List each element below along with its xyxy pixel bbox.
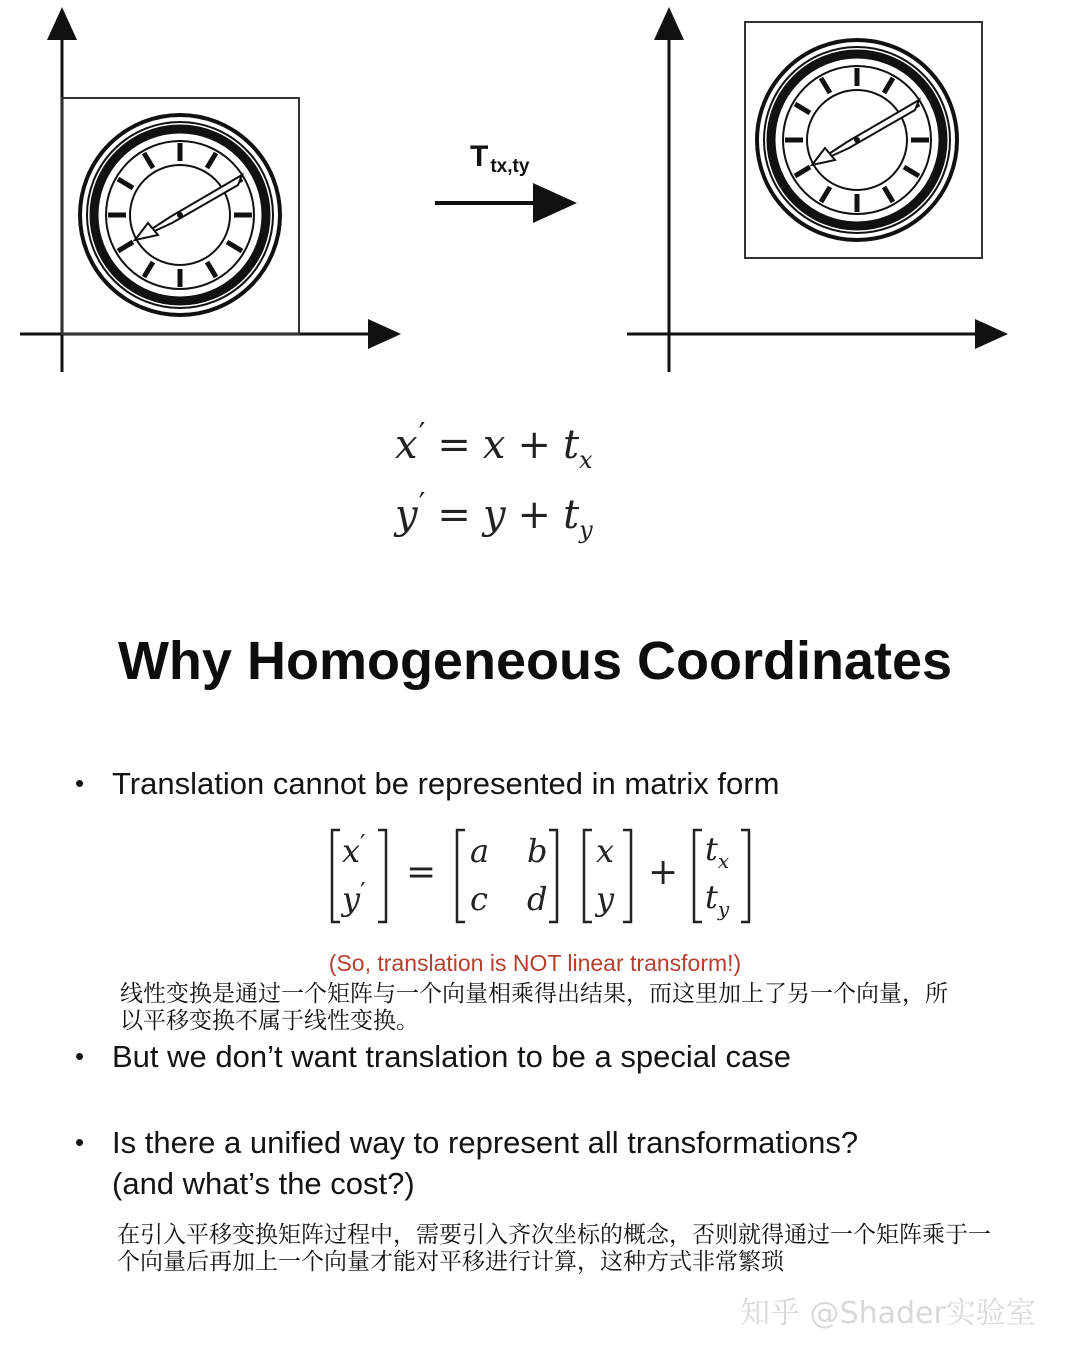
equation-x: $x' = x + t_x$ bbox=[395, 417, 593, 474]
bullet-item: • Is there a unified way to represent all transformations? (and what’s the cost?) bbox=[75, 1122, 1035, 1204]
watermark: 知乎 @Shader实验室 bbox=[740, 1296, 1036, 1331]
chinese-annotation: 线性变换是通过一个矩阵与一个向量相乘得出结果，而这里加上了另一个向量，所以平移变换不属于线性变换。 bbox=[120, 981, 948, 1034]
linear-transform-note: (So, translation is NOT linear transform!) bbox=[328, 950, 742, 976]
chinese-annotation: 在引入平移变换矩阵过程中，需要引入齐次坐标的概念，否则就得通过一个矩阵乘于一个向量后再加上一个向量才能对平移进行计算，这种方式非常繁琐 bbox=[117, 1222, 991, 1275]
bullet-item: • Translation cannot be represented in matrix form bbox=[75, 763, 1035, 804]
bullet-dot: • bbox=[75, 1127, 85, 1157]
bullet-dot: • bbox=[75, 768, 85, 798]
slide-title: Why Homogeneous Coordinates bbox=[117, 631, 953, 691]
matrix-equation: x′ y′ = a b c d x y + $t_x$ $t_y$ bbox=[320, 822, 760, 932]
equation-y: $y' = y + t_y$ bbox=[395, 487, 593, 544]
bullet-item: • But we don’t want translation to be a special case bbox=[75, 1036, 1035, 1077]
bullet-dot: • bbox=[75, 1041, 85, 1071]
transform-label: T $_{tx,ty}$ bbox=[470, 140, 530, 177]
right-clock bbox=[757, 40, 957, 240]
left-clock bbox=[80, 115, 280, 315]
translation-diagram bbox=[0, 0, 1070, 390]
